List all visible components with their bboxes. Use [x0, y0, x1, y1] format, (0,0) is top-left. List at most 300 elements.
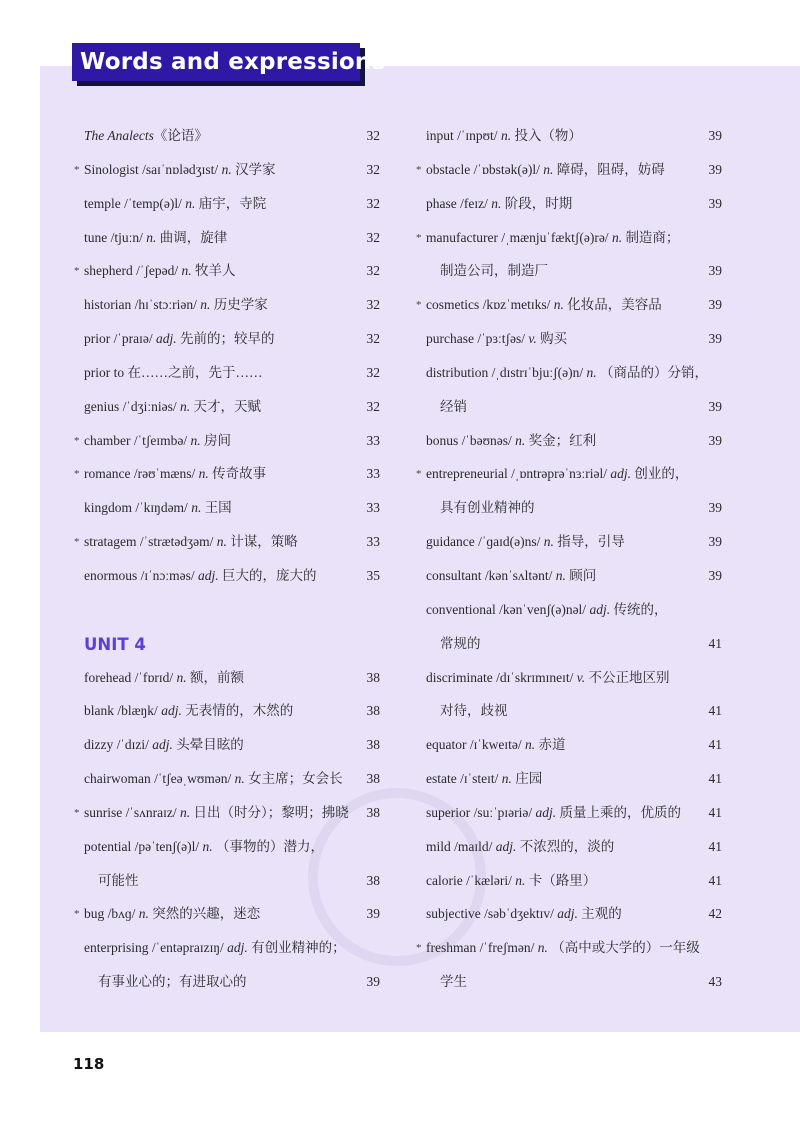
entry-text — [84, 254, 235, 288]
entry-phonetic: /kɒzˈmetɪks/ — [482, 297, 551, 313]
unit-title: UNIT 4 — [84, 634, 146, 654]
entry-text — [426, 322, 567, 356]
entry-phonetic: /ɪˈkweɪtə/ — [469, 737, 522, 753]
entry-definition: 庙宇，寺院 — [198, 195, 267, 211]
entry-page-number: 38 — [366, 872, 380, 888]
entry-part-of-speech: adj. — [557, 906, 578, 922]
entry-text — [84, 661, 244, 695]
entry-page-number: 39 — [708, 432, 722, 448]
entry-phonetic: /blæŋk/ — [117, 703, 158, 719]
entry-definition: 有事业心的；有进取心的 — [98, 974, 247, 990]
entry-page-number: 41 — [708, 737, 722, 753]
entry-page-number: 33 — [366, 432, 380, 448]
entry-phonetic: /ˌmænjuˈfæktʃ(ə)rə/ — [501, 229, 609, 245]
entry-definition: （高中或大学的）一年级 — [551, 940, 700, 956]
entry-phonetic: /ˈɪnpʊt/ — [457, 128, 498, 143]
entry-text — [440, 694, 508, 728]
entry-part-of-speech: adj. — [198, 567, 219, 583]
entry-word: bonus — [426, 432, 459, 448]
entry-definition: 奖金；红利 — [528, 432, 597, 448]
vocab-entry — [74, 356, 380, 390]
entry-definition: 在……之前，先于…… — [127, 364, 263, 380]
right-column — [416, 119, 722, 999]
entry-text — [426, 796, 681, 830]
vocab-entry — [74, 728, 380, 762]
entry-word: distribution — [426, 364, 489, 380]
entry-part-of-speech: n. — [491, 195, 502, 211]
entry-definition: 《论语》 — [153, 128, 208, 143]
key-word-star-icon: * — [74, 536, 80, 549]
entry-part-of-speech: n. — [198, 466, 209, 482]
entry-definition: 王国 — [204, 500, 232, 516]
entry-word: entrepreneurial — [426, 466, 508, 482]
entry-definition: 指导，引导 — [557, 534, 625, 550]
entry-word: equator — [426, 737, 467, 753]
vocab-entry — [74, 457, 380, 491]
entry-definition: 传奇故事 — [212, 466, 267, 482]
entry-definition: 曲调，旋律 — [159, 229, 228, 245]
entry-definition: 巨大的，庞大的 — [222, 567, 317, 583]
entry-text — [84, 491, 232, 525]
entry-page-number: 32 — [366, 161, 380, 177]
entry-page-number: 33 — [366, 500, 380, 516]
entry-word: input — [426, 128, 454, 143]
entry-definition: 天才，天赋 — [193, 398, 261, 414]
entry-word: conventional — [426, 601, 496, 617]
key-word-star-icon: * — [74, 434, 80, 447]
entry-phonetic: /ˈentəpraɪzɪŋ/ — [151, 940, 224, 956]
entry-definition: 计谋，策略 — [230, 534, 298, 550]
entry-definition: 投入（物） — [514, 128, 582, 143]
entry-page-number: 41 — [708, 872, 722, 888]
entry-text — [440, 965, 467, 999]
entry-definition: 学生 — [440, 974, 467, 990]
entry-page-number: 41 — [708, 804, 722, 820]
entry-part-of-speech: n. — [191, 500, 202, 516]
entry-definition: 制造公司，制造厂 — [440, 263, 548, 279]
entry-part-of-speech: n. — [586, 364, 597, 380]
vocab-entry — [74, 221, 380, 255]
entry-page-number: 33 — [366, 466, 380, 482]
entry-text — [84, 762, 343, 796]
entry-definition: 先前的；较早的 — [180, 331, 275, 347]
entry-page-number: 32 — [366, 128, 380, 143]
entry-phonetic: /ˈɒbstək(ə)l/ — [473, 161, 540, 177]
entry-word: prior to — [84, 364, 125, 380]
key-word-star-icon: * — [74, 468, 80, 481]
vocab-entry — [416, 762, 722, 796]
key-word-star-icon: * — [416, 231, 422, 244]
entry-word: dizzy — [84, 737, 114, 753]
entry-definition: 突然的兴趣，迷恋 — [152, 906, 261, 922]
vocab-entry — [74, 424, 380, 458]
entry-definition: 具有创业精神的 — [440, 500, 535, 516]
entry-page-number: 33 — [366, 534, 380, 550]
vocab-entry — [416, 525, 722, 559]
entry-word: calorie — [426, 872, 463, 888]
entry-word: romance — [84, 466, 131, 482]
entry-part-of-speech: n. — [515, 872, 526, 888]
key-word-star-icon: * — [416, 942, 422, 955]
entry-part-of-speech: n. — [176, 669, 187, 685]
vocab-entry — [74, 390, 380, 424]
entry-phonetic: /ˈsʌnraɪz/ — [125, 804, 177, 820]
entry-page-number: 41 — [708, 771, 722, 787]
vocab-entry — [74, 897, 380, 931]
vocab-entry — [74, 694, 380, 728]
entry-word: potential — [84, 838, 132, 854]
entry-phonetic: /kənˈsʌltənt/ — [484, 567, 553, 583]
entry-phonetic: /ˌɒntrəprəˈnɜːriəl/ — [511, 466, 608, 482]
entry-word: superior — [426, 804, 471, 820]
entry-word: estate — [426, 771, 457, 787]
entry-part-of-speech: n. — [515, 432, 526, 448]
entry-definition: 阶段，时期 — [504, 195, 573, 211]
entry-word: subjective — [426, 906, 481, 922]
entry-text — [440, 254, 548, 288]
entry-word: temple — [84, 195, 121, 211]
entry-part-of-speech: n. — [543, 161, 554, 177]
page-number: 118 — [73, 1055, 105, 1073]
key-word-star-icon: * — [74, 908, 80, 921]
vocab-entry — [74, 322, 380, 356]
vocab-entry — [74, 559, 380, 593]
entry-phonetic: /ˈkæləri/ — [466, 872, 512, 888]
entry-phonetic: /bʌɡ/ — [107, 906, 136, 922]
entry-text — [84, 728, 244, 762]
entry-definition: 卡（路里） — [528, 872, 597, 888]
entry-phonetic: /ɪˈnɔːməs/ — [140, 567, 195, 583]
entry-phonetic: /ˈfɒrɪd/ — [134, 669, 174, 685]
vocab-entry — [74, 119, 380, 153]
entry-page-number: 42 — [708, 906, 722, 922]
entry-continuation — [416, 694, 722, 728]
entry-part-of-speech: n. — [611, 229, 623, 245]
entry-page-number: 41 — [708, 838, 722, 854]
entry-text — [426, 457, 688, 491]
entry-definition: 无表情的，木然的 — [185, 703, 294, 719]
entry-part-of-speech: n. — [185, 195, 196, 211]
entry-part-of-speech: n. — [555, 567, 566, 583]
entry-word: prior — [84, 331, 111, 347]
entry-text — [426, 593, 667, 627]
entry-phonetic: /ˈbəʊnəs/ — [461, 432, 512, 448]
entry-definition: 质量上乘的，优质的 — [559, 804, 681, 820]
entry-text — [440, 390, 467, 424]
entry-text — [426, 356, 708, 390]
entry-phonetic: /ˈstrætədʒəm/ — [139, 534, 214, 550]
entry-text — [84, 119, 208, 153]
entry-phonetic: /kənˈvenʃ(ə)nəl/ — [499, 601, 587, 617]
vocab-entry — [416, 796, 722, 830]
entry-text — [426, 864, 596, 898]
entry-phonetic: /ˈfreʃmən/ — [479, 940, 535, 956]
entry-text — [426, 897, 622, 931]
key-word-star-icon: * — [416, 468, 422, 481]
entry-definition: 额，前额 — [190, 669, 245, 685]
entry-phonetic: /ˈpraɪə/ — [113, 331, 153, 347]
entry-continuation — [74, 864, 380, 898]
entry-phonetic: /saɪˈnɒlədʒɪst/ — [142, 161, 219, 177]
entry-definition: 庄园 — [515, 771, 543, 787]
vocab-entry — [74, 491, 380, 525]
section-title: Words and expressions — [72, 43, 360, 81]
entry-definition: 对待，歧视 — [440, 703, 508, 719]
vocab-entry — [74, 762, 380, 796]
entry-phonetic: /ˌdɪstrɪˈbjuːʃ(ə)n/ — [491, 364, 584, 380]
vocab-entry — [416, 356, 722, 390]
entry-part-of-speech: n. — [202, 838, 213, 854]
vocab-entry — [416, 457, 722, 491]
entry-page-number: 41 — [708, 635, 722, 651]
entry-word: genius — [84, 398, 120, 414]
entry-page-number: 39 — [708, 263, 722, 279]
entry-phonetic: /ˈdɪzi/ — [116, 737, 149, 753]
entry-definition: 有创业精神的； — [251, 940, 346, 956]
unit-heading — [74, 627, 380, 661]
entry-text — [98, 864, 139, 898]
entry-text — [426, 424, 596, 458]
entry-text — [84, 153, 276, 187]
entry-word: kingdom — [84, 500, 133, 516]
entry-part-of-speech: adj. — [227, 940, 248, 956]
entry-word: phase — [426, 195, 457, 211]
entry-part-of-speech: v. — [576, 669, 586, 685]
vocab-entry — [416, 931, 722, 965]
entry-word: forehead — [84, 669, 132, 685]
entry-word: cosmetics — [426, 297, 480, 313]
entry-part-of-speech: n. — [524, 737, 536, 753]
entry-part-of-speech: n. — [500, 128, 512, 143]
entry-page-number: 39 — [366, 906, 380, 922]
entry-phonetic: /ˈkɪŋdəm/ — [135, 500, 188, 516]
entry-part-of-speech: v. — [528, 331, 537, 347]
entry-part-of-speech: adj. — [161, 703, 182, 719]
entry-text — [84, 897, 260, 931]
entry-page-number: 32 — [366, 398, 380, 414]
entry-text — [426, 661, 669, 695]
entry-definition: 创业的， — [634, 466, 689, 482]
entry-phonetic: /səbˈdʒektɪv/ — [484, 906, 554, 922]
entry-word: manufacturer — [426, 229, 498, 245]
entry-definition: 传统的， — [613, 601, 668, 617]
entry-text — [84, 694, 293, 728]
entry-part-of-speech: adj. — [155, 331, 177, 347]
vocab-entry — [74, 931, 380, 965]
entry-page-number: 38 — [366, 703, 380, 719]
vocab-entry — [416, 728, 722, 762]
entry-continuation — [416, 627, 722, 661]
vocab-entry — [74, 288, 380, 322]
vocab-entry — [416, 897, 722, 931]
entry-phonetic: /tjuːn/ — [110, 229, 143, 245]
entry-definition: 可能性 — [98, 872, 139, 888]
entry-page-number: 32 — [366, 263, 380, 279]
entry-word: chairwoman — [84, 771, 151, 787]
entry-text — [84, 187, 266, 221]
entry-page-number: 38 — [366, 737, 380, 753]
entry-phonetic: /dɪˈskrɪmɪneɪt/ — [496, 669, 574, 685]
entry-part-of-speech: n. — [180, 398, 191, 414]
entry-word: freshman — [426, 940, 477, 956]
entry-definition: 不浓烈的，淡的 — [519, 838, 615, 854]
entry-text — [426, 187, 572, 221]
entry-page-number: 39 — [708, 195, 722, 211]
entry-text — [84, 221, 227, 255]
entry-phonetic: /ˈtemp(ə)l/ — [124, 195, 182, 211]
entry-page-number: 32 — [366, 195, 380, 211]
entry-phonetic: /ˈtʃeəˌwʊmən/ — [154, 771, 232, 787]
entry-text — [84, 288, 268, 322]
entry-word: shepherd — [84, 263, 133, 279]
key-word-star-icon: * — [416, 163, 422, 176]
entry-phonetic: /ˈpɜːtʃəs/ — [477, 331, 526, 347]
entry-word: discriminate — [426, 669, 493, 685]
entry-page-number: 35 — [366, 567, 380, 583]
vocab-entry — [416, 153, 722, 187]
vocab-entry — [416, 661, 722, 695]
entry-definition: 顾问 — [569, 567, 597, 583]
entry-text — [84, 457, 266, 491]
entry-part-of-speech: n. — [179, 804, 191, 820]
entry-definition: 女主席；女会长 — [248, 771, 343, 787]
vocab-entry — [416, 187, 722, 221]
entry-page-number: 39 — [708, 567, 722, 583]
entry-part-of-speech: adj. — [589, 601, 611, 617]
entry-page-number: 32 — [366, 331, 380, 347]
entry-phonetic: /ˈɡaɪd(ə)ns/ — [478, 534, 541, 550]
entry-definition: 赤道 — [538, 737, 566, 753]
entry-text — [426, 525, 625, 559]
entry-page-number: 39 — [708, 297, 722, 313]
entry-definition: 经销 — [440, 398, 467, 414]
entry-text — [426, 153, 665, 187]
entry-phonetic: /ˈtʃeɪmbə/ — [133, 432, 188, 448]
entry-page-number: 39 — [708, 534, 722, 550]
vocab-entry — [74, 661, 380, 695]
key-word-star-icon: * — [74, 163, 80, 176]
entry-text — [426, 728, 565, 762]
entry-word: purchase — [426, 331, 474, 347]
vocab-entry — [416, 830, 722, 864]
entry-part-of-speech: n. — [181, 263, 192, 279]
entry-part-of-speech: n. — [200, 297, 211, 313]
entry-definition: 常规的 — [440, 635, 481, 651]
entry-word: guidance — [426, 534, 475, 550]
entry-text — [98, 965, 247, 999]
entry-part-of-speech: n. — [501, 771, 512, 787]
entry-part-of-speech: n. — [537, 940, 548, 956]
entry-page-number: 32 — [366, 364, 380, 380]
entry-phonetic: /rəʊˈmæns/ — [133, 466, 196, 482]
entry-page-number: 39 — [708, 398, 722, 414]
vocab-entry — [416, 119, 722, 153]
entry-word: historian — [84, 297, 132, 313]
entry-text — [84, 322, 275, 356]
entry-definition: 汉学家 — [235, 161, 276, 177]
entry-text — [426, 221, 679, 255]
entry-word: enterprising — [84, 940, 149, 956]
vocab-entry — [416, 559, 722, 593]
entry-continuation — [74, 965, 380, 999]
entry-page-number: 38 — [366, 804, 380, 820]
entry-phonetic: /ˈdʒiːniəs/ — [122, 398, 177, 414]
entry-part-of-speech: adj. — [152, 737, 173, 753]
entry-word: consultant — [426, 567, 482, 583]
vocab-entry — [74, 153, 380, 187]
entry-page-number: 41 — [708, 703, 722, 719]
entry-part-of-speech: adj. — [495, 838, 517, 854]
entry-word: obstacle — [426, 161, 471, 177]
entry-text — [84, 796, 349, 830]
entry-text — [426, 830, 614, 864]
entry-text — [426, 762, 542, 796]
entry-word: sunrise — [84, 804, 123, 820]
entry-phonetic: /suːˈpɪəriə/ — [473, 804, 533, 820]
entry-part-of-speech: n. — [234, 771, 245, 787]
key-word-star-icon: * — [74, 806, 80, 819]
entry-part-of-speech: adj. — [535, 804, 557, 820]
entry-continuation — [416, 254, 722, 288]
entry-text — [84, 931, 346, 965]
entry-text — [440, 491, 535, 525]
entry-definition: 历史学家 — [213, 297, 268, 313]
entry-page-number: 39 — [708, 331, 722, 347]
key-word-star-icon: * — [416, 299, 422, 312]
entry-definition: 购买 — [540, 331, 568, 347]
entry-page-number: 32 — [366, 297, 380, 313]
entry-definition: 障碍，阻碍，妨碍 — [556, 161, 665, 177]
entry-part-of-speech: adj. — [610, 466, 632, 482]
entry-text — [426, 559, 596, 593]
entry-definition: 房间 — [203, 432, 231, 448]
entry-continuation — [416, 491, 722, 525]
vocab-entry — [74, 796, 380, 830]
entry-continuation — [416, 390, 722, 424]
entry-text — [84, 356, 263, 390]
entry-part-of-speech: n. — [216, 534, 227, 550]
entry-text — [426, 119, 582, 153]
entry-phonetic: /pəˈtenʃ(ə)l/ — [134, 838, 200, 854]
entry-page-number: 38 — [366, 669, 380, 685]
entry-phonetic: /feɪz/ — [460, 195, 488, 211]
entry-text — [84, 830, 324, 864]
entry-page-number: 39 — [708, 128, 722, 143]
entry-page-number: 39 — [708, 500, 722, 516]
entry-text — [84, 390, 261, 424]
entry-word: The Analects — [84, 128, 154, 143]
entry-word: blank — [84, 703, 114, 719]
vocab-entry — [74, 525, 380, 559]
vocab-entry — [416, 593, 722, 627]
entry-phonetic: /maɪld/ — [454, 838, 493, 854]
left-column — [74, 119, 380, 999]
entry-word: tune — [84, 229, 108, 245]
entry-part-of-speech: n. — [138, 906, 149, 922]
vocab-entry — [416, 322, 722, 356]
entry-page-number: 32 — [366, 229, 380, 245]
entry-text — [426, 288, 662, 322]
entry-word: chamber — [84, 432, 131, 448]
entry-definition: 不公正地区别 — [588, 669, 670, 685]
entry-page-number: 38 — [366, 771, 380, 787]
entry-part-of-speech: n. — [553, 297, 564, 313]
entry-definition: 制造商； — [625, 229, 680, 245]
vocab-entry — [416, 424, 722, 458]
entry-text — [84, 525, 298, 559]
entry-word: mild — [426, 838, 451, 854]
entry-part-of-speech: n. — [190, 432, 201, 448]
